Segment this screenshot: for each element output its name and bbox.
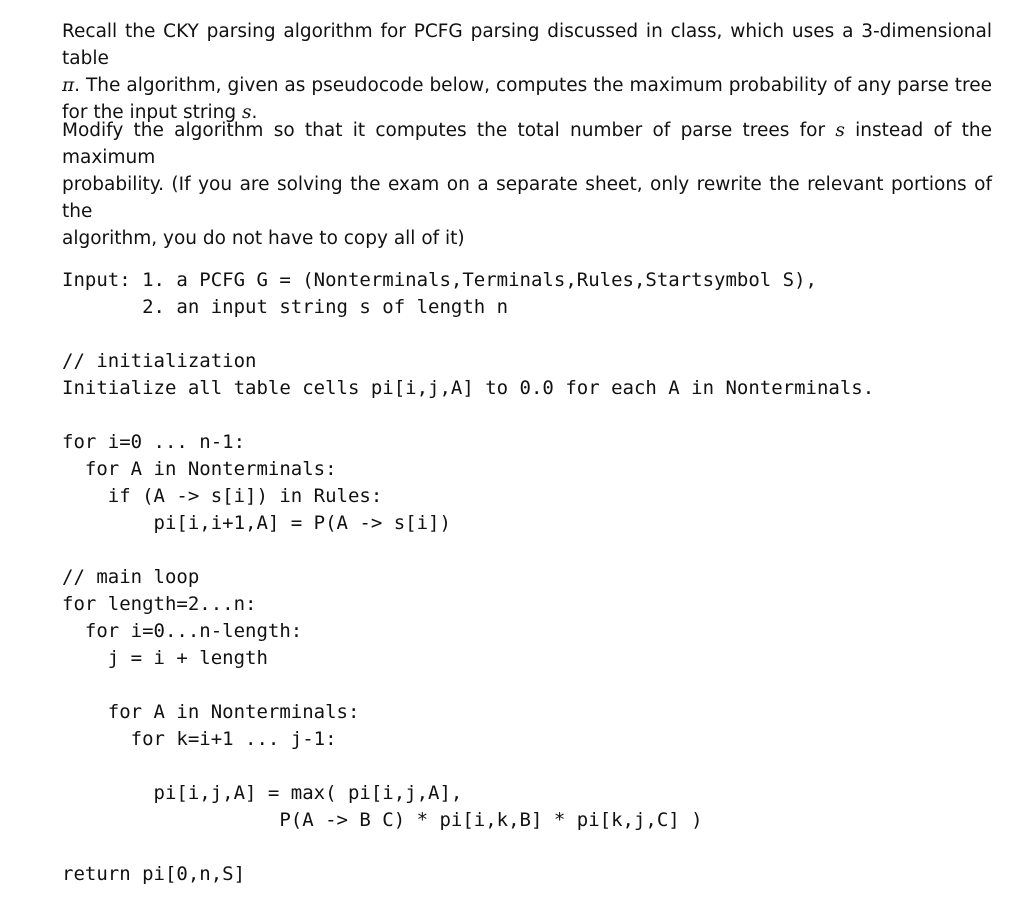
code-line: P(A -> B C) * pi[i,k,B] * pi[k,j,C] )	[62, 809, 703, 831]
task-line-3: algorithm, you do not have to copy all of it)	[62, 228, 465, 249]
code-line: for length=2...n:	[62, 593, 257, 615]
code-line: for A in Nonterminals:	[62, 701, 360, 723]
code-line	[62, 672, 874, 699]
code-line: pi[i,i+1,A] = P(A -> s[i])	[62, 512, 451, 534]
code-line	[62, 321, 874, 348]
code-line: j = i + length	[62, 647, 268, 669]
string-variable: s	[242, 102, 252, 123]
intro-line-3-suffix: .	[251, 102, 258, 123]
code-line: 2. an input string s of length n	[62, 296, 509, 318]
code-line: Input: 1. a PCFG G = (Nonterminals,Terminals,Rules,Startsymbol S),	[62, 269, 817, 291]
code-line: // initialization	[62, 350, 257, 372]
code-line	[62, 402, 874, 429]
task-line-1	[62, 117, 992, 171]
intro-paragraph	[62, 18, 992, 126]
code-line: // main loop	[62, 566, 200, 588]
code-line: for i=0...n-length:	[62, 620, 303, 642]
string-variable: s	[835, 120, 845, 141]
code-line: pi[i,j,A] = max( pi[i,j,A],	[62, 782, 463, 804]
code-line: return pi[0,n,S]	[62, 863, 246, 885]
code-line	[62, 537, 874, 564]
code-line	[62, 834, 874, 861]
code-line	[62, 753, 874, 780]
code-line: for A in Nonterminals:	[62, 458, 337, 480]
task-line-1-suffix: instead of the maximum	[62, 120, 992, 168]
task-paragraph	[62, 117, 992, 252]
intro-line-2	[62, 72, 992, 99]
code-line: Initialize all table cells pi[i,j,A] to 0.0 for each A in Nonterminals.	[62, 377, 875, 399]
task-line-2: probability. (If you are solving the exam on a separate sheet, only rewrite the relevant portions of the	[62, 174, 992, 222]
pseudocode-block	[62, 240, 874, 915]
intro-line-2-text: . The algorithm, given as pseudocode below, computes the maximum probability of any parse tree	[74, 75, 992, 96]
code-line: for i=0 ... n-1:	[62, 431, 246, 453]
code-line: for k=i+1 ... j-1:	[62, 728, 337, 750]
task-line-1-text: Modify the algorithm so that it computes the total number of parse trees for	[62, 120, 836, 141]
intro-line-3-text: for the input string	[62, 102, 243, 123]
code-line: if (A -> s[i]) in Rules:	[62, 485, 383, 507]
intro-line-1: Recall the CKY parsing algorithm for PCFG parsing discussed in class, which uses a 3-dimensional table	[62, 21, 992, 69]
pi-symbol: π	[62, 75, 75, 96]
